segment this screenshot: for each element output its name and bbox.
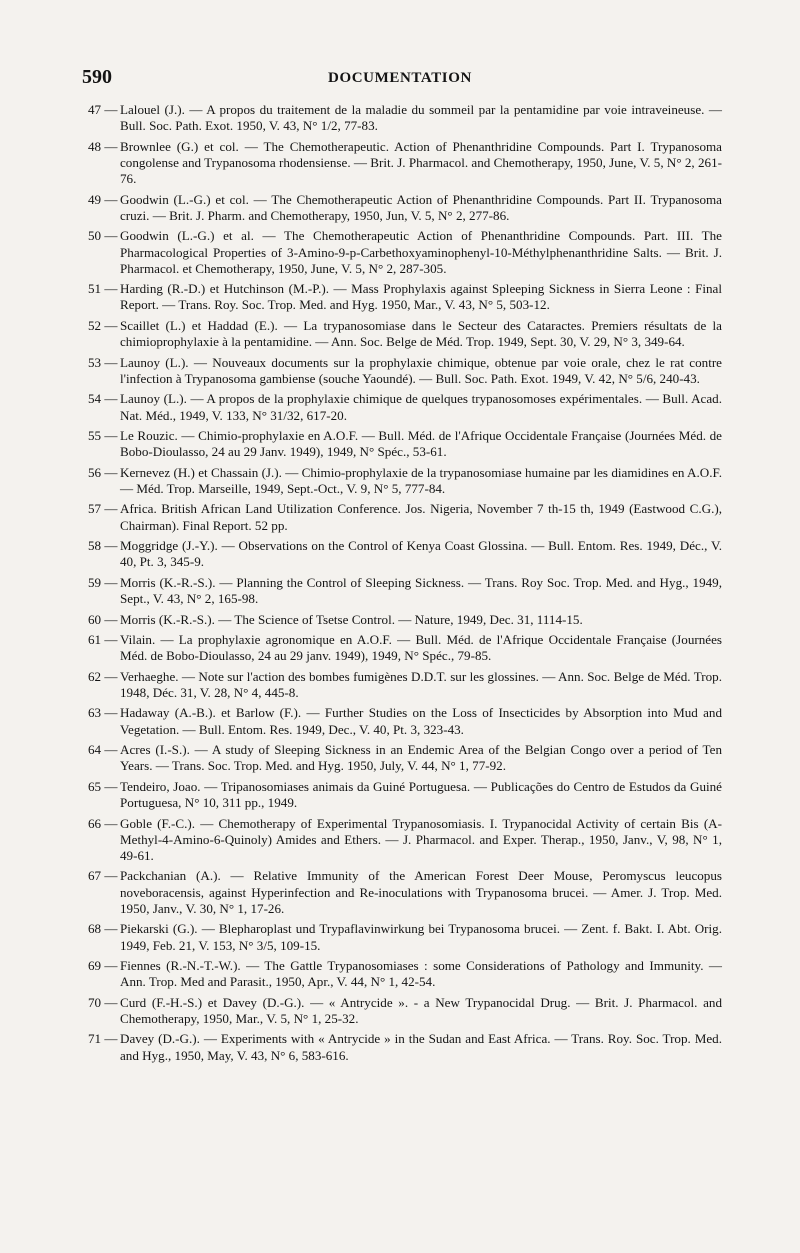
reference-text: Tendeiro, Joao. — Tripanosomiases animais da Guiné Portuguesa. — Publicações do Centro de Estudos da Guiné Portuguesa, N° 10, 311 pp., 1949. <box>120 778 722 811</box>
reference-entry <box>88 995 722 1027</box>
reference-number: 52 — <box>88 317 118 333</box>
reference-text: Launoy (L.). — A propos de la prophylaxie chimique de quelques trypanosomoses expérimentales. — Bull. Acad. Nat. Méd., 1949, V. 133, N° 31/32, 617-20. <box>120 391 722 423</box>
reference-entry <box>88 958 722 990</box>
reference-entry <box>88 228 722 277</box>
reference-entry <box>88 391 722 423</box>
reference-text: Packchanian (A.). — Relative Immunity of the American Forest Deer Mouse, Peromyscus leucopus noveboracensis, against Hyperinfection and Re-inoculations with Trypanosoma brucei. — Amer. J. Trop. Med. 1950, Janv., V. 30, N° 1, 17-26. <box>120 868 722 916</box>
reference-number: 66 — <box>88 815 118 831</box>
reference-number: 70 — <box>88 994 118 1010</box>
reference-number: 62 — <box>88 668 118 684</box>
reference-entry <box>88 139 722 188</box>
reference-entry <box>88 742 722 774</box>
reference-entry <box>88 669 722 701</box>
reference-number: 64 — <box>88 742 118 758</box>
reference-entry <box>88 705 722 737</box>
reference-number: 59 — <box>88 574 118 590</box>
reference-entry <box>88 281 722 313</box>
reference-text: Morris (K.-R.-S.). — The Science of Tsetse Control. — Nature, 1949, Dec. 31, 1114-15. <box>120 611 583 627</box>
reference-text: Morris (K.-R.-S.). — Planning the Control of Sleeping Sickness. — Trans. Roy Soc. Trop. Med. and Hyg., 1949, Sept., V. 43, N° 2, 165-98. <box>120 574 722 607</box>
reference-text: Goble (F.-C.). — Chemotherapy of Experimental Trypanosomiasis. I. Trypanocidal Activity of certain Bis (A-Methyl-4-Amino-6-Quinoly) Amides and Ethers. — J. Pharmacol. and Exper. Therap., 1950, Janv., V, 98, N° 1, 49-61. <box>120 815 722 863</box>
reference-text: Kernevez (H.) et Chassain (J.). — Chimio-prophylaxie de la trypanosomiase humaine par les diamidines en A.O.F. — Méd. Trop. Marseille, 1949, Sept.-Oct., V. 9, N° 5, 777-84. <box>120 464 722 496</box>
reference-entry <box>88 575 722 607</box>
reference-text: Curd (F.-H.-S.) et Davey (D.-G.). — « Antrycide ». - a New Trypanocidal Drug. — Brit. J. Pharmacol. and Chemotherapy, 1950, Mar., V. 5, N° 1, 25-32. <box>120 994 722 1026</box>
reference-text: Hadaway (A.-B.). et Barlow (F.). — Further Studies on the Loss of Insecticides by Absorption into Mud and Vegetation. — Bull. Entom. Res. 1949, Dec., V. 40, Pt. 3, 323-43. <box>120 705 722 737</box>
reference-number: 57 — <box>88 501 118 517</box>
reference-entry <box>88 921 722 953</box>
reference-text: Vilain. — La prophylaxie agronomique en A.O.F. — Bull. Méd. de l'Afrique Occidentale Française (Journées Méd. de Bobo-Dioulasso, 24 au 29 janv. 1949), 1949, N° Spéc., 79-85. <box>120 632 722 664</box>
reference-number: 51 — <box>88 281 118 297</box>
reference-number: 47 — <box>88 102 118 117</box>
reference-entry <box>88 355 722 387</box>
reference-number: 68 — <box>88 921 118 937</box>
reference-number: 61 — <box>88 632 118 648</box>
reference-entry <box>88 428 722 460</box>
reference-number: 65 — <box>88 778 118 794</box>
reference-entry <box>88 102 722 134</box>
reference-entry <box>88 779 722 811</box>
reference-number: 48 — <box>88 138 118 154</box>
reference-number: 55 — <box>88 428 118 444</box>
reference-text: Piekarski (G.). — Blepharoplast und Trypaflavinwirkung bei Trypanosoma brucei. — Zent. f. Bakt. I. Abt. Orig. 1949, Feb. 21, V. 153, N° 3/5, 109-15. <box>120 921 722 953</box>
reference-text: Moggridge (J.-Y.). — Observations on the Control of Kenya Coast Glossina. — Bull. Entom. Res. 1949, Déc., V. 40, Pt. 3, 345-9. <box>120 538 722 570</box>
reference-number: 71 — <box>88 1031 118 1047</box>
reference-number: 53 — <box>88 354 118 370</box>
reference-number: 63 — <box>88 705 118 721</box>
reference-entry <box>88 465 722 497</box>
reference-entry <box>88 1031 722 1063</box>
reference-number: 67 — <box>88 868 118 884</box>
reference-entry <box>88 868 722 917</box>
reference-number: 50 — <box>88 228 118 244</box>
reference-entry <box>88 501 722 533</box>
reference-text: Africa. British African Land Utilization Conference. Jos. Nigeria, November 7 th-15 th, 1949 (Eastwood C.G.), Chairman). Final Report. 52 pp. <box>120 501 722 533</box>
reference-text: Acres (I.-S.). — A study of Sleeping Sickness in an Endemic Area of the Belgian Congo over a period of Ten Years. — Trans. Soc. Trop. Med. and Hyg. 1950, July, V. 44, N° 1, 77-92. <box>120 742 722 774</box>
page-number: 590 <box>82 66 112 88</box>
reference-text: Le Rouzic. — Chimio-prophylaxie en A.O.F. — Bull. Méd. de l'Afrique Occidentale Française (Journées Méd. de Bobo-Dioulasso, 24 au 29 Janv. 1949), 1949, N° Spéc., 53-61. <box>120 428 722 460</box>
reference-text: Goodwin (L.-G.) et al. — The Chemotherapeutic Action of Phenanthridine Compounds. Part. III. The Pharmacological Properties of 3-Amino-9-p-Carbethoxyaminophenyl-10-Méthylphenanthridine Salts. — Brit. J. Pharmacol. et Chemotherapy, 1950, June, V. 5, N° 2, 287-305. <box>120 228 722 276</box>
running-title: DOCUMENTATION <box>328 70 472 86</box>
reference-list <box>88 102 722 1068</box>
reference-text: Fiennes (R.-N.-T.-W.). — The Gattle Trypanosomiases : some Considerations of Pathology and Immunity. — Ann. Trop. Med and Parasit., 1950, Apr., V. 44, N° 1, 42-54. <box>120 958 722 990</box>
reference-entry <box>88 816 722 865</box>
reference-text: Scaillet (L.) et Haddad (E.). — La trypanosomiase dans le Secteur des Cataractes. Premiers résultats de la chimioprophylaxie à la pentamidine. — Ann. Soc. Belge de Méd. Trop. 1949, Sept. 30, V. 29, N° 3, 349-64. <box>120 317 722 350</box>
reference-text: Lalouel (J.). — A propos du traitement de la maladie du sommeil par la pentamidine par voie intraveineuse. — Bull. Soc. Path. Exot. 1950, V. 43, N° 1/2, 77-83. <box>120 102 722 134</box>
reference-entry <box>88 538 722 570</box>
reference-entry <box>88 612 722 628</box>
reference-number: 60 — <box>88 611 118 627</box>
reference-entry <box>88 318 722 350</box>
reference-number: 54 — <box>88 391 118 407</box>
reference-number: 56 — <box>88 464 118 480</box>
reference-number: 58 — <box>88 538 118 554</box>
reference-text: Verhaeghe. — Note sur l'action des bombes fumigènes D.D.T. sur les glossines. — Ann. Soc. Belge de Méd. Trop. 1948, Déc. 31, V. 28, N° 4, 445-8. <box>120 668 722 700</box>
reference-text: Brownlee (G.) et col. — The Chemotherapeutic. Action of Phenanthridine Compounds. Part I. Trypanosoma congolense and Trypanosoma rhodensiense. — Brit. J. Pharmacol. and Chemotherapy, 1950, June, V. 5, N° 2, 261-76. <box>120 138 722 187</box>
reference-entry <box>88 632 722 664</box>
reference-text: Launoy (L.). — Nouveaux documents sur la prophylaxie chimique, obtenue par voie orale, chez le rat contre l'infection à Trypanosoma gambiense (souche Yaoundé). — Bull. Soc. Path. Exot. 1949, V. 42, N° 5/6, 240-43. <box>120 354 722 386</box>
reference-entry <box>88 192 722 224</box>
reference-number: 69 — <box>88 958 118 974</box>
reference-text: Davey (D.-G.). — Experiments with « Antrycide » in the Sudan and East Africa. — Trans. Roy. Soc. Trop. Med. and Hyg., 1950, May, V. 43, N° 6, 583-616. <box>120 1031 722 1063</box>
reference-text: Goodwin (L.-G.) et col. — The Chemotherapeutic Action of Phenanthridine Compounds. Part II. Trypanosoma cruzi. — Brit. J. Pharm. and Chemotherapy, 1950, Jun, V. 5, N° 2, 277-86. <box>120 191 722 223</box>
reference-text: Harding (R.-D.) et Hutchinson (M.-P.). — Mass Prophylaxis against Spleeping Sickness in Sierra Leone : Final Report. — Trans. Roy. Soc. Trop. Med. and Hyg. 1950, Mar., V. 43, N° 5, 503-12. <box>120 281 722 313</box>
reference-number: 49 — <box>88 191 118 207</box>
